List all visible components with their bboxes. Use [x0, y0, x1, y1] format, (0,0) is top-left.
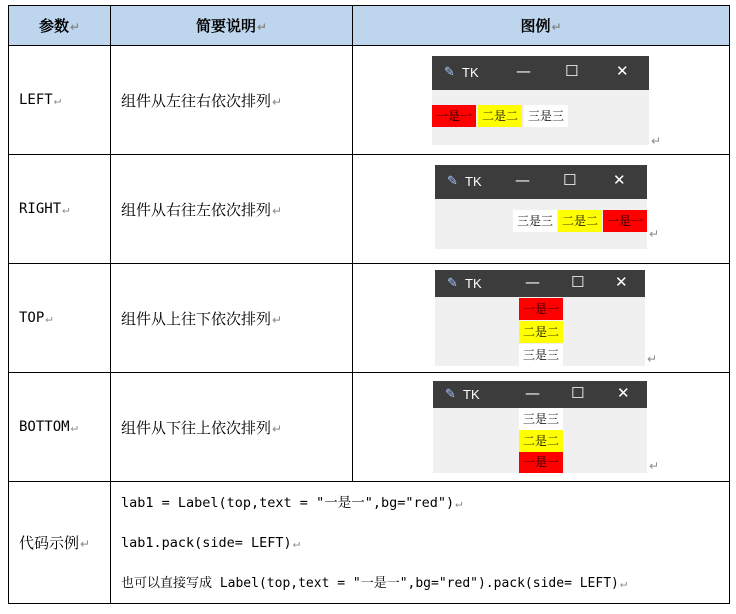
tk-titlebar: [433, 381, 647, 408]
code-label-cell: 代码示例↵: [9, 482, 111, 604]
tk-window: [435, 165, 647, 249]
table-row: [9, 264, 730, 373]
maximize-icon[interactable]: ☐: [571, 273, 585, 291]
para-mark-icon: ↵: [272, 203, 283, 218]
table-row: [9, 46, 730, 155]
desc-cell: 组件从左往右依次排列↵: [111, 46, 353, 155]
code-line: 也可以直接写成 Label(top,text = "一是一",bg="red").pack(side= LEFT)↵: [121, 575, 628, 591]
code-row: [9, 482, 730, 604]
feather-icon: ✎: [445, 387, 456, 402]
maximize-icon[interactable]: ☐: [571, 384, 585, 402]
close-icon[interactable]: ✕: [615, 273, 628, 291]
desc-cell: 组件从上往下依次排列↵: [111, 264, 353, 373]
example-cell: [353, 264, 730, 373]
label-yellow: 二是二: [558, 210, 602, 232]
label-red: 一是一: [519, 452, 563, 473]
code-cell: [111, 482, 730, 604]
desc-cell: 组件从右往左依次排列↵: [111, 155, 353, 264]
header-desc: 简要说明↵: [111, 6, 353, 46]
code-line: lab1 = Label(top,text = "一是一",bg="red")↵: [121, 494, 463, 511]
header-example: 图例↵: [353, 6, 730, 46]
close-icon[interactable]: ✕: [616, 62, 629, 80]
para-mark-icon: ↵: [272, 94, 283, 109]
tk-window: [433, 381, 647, 473]
para-mark-icon: ↵: [45, 311, 53, 325]
para-mark-icon: ↵: [649, 227, 660, 241]
param-cell: LEFT↵: [9, 46, 111, 155]
param-cell: BOTTOM↵: [9, 373, 111, 482]
label-yellow: 二是二: [478, 105, 522, 127]
close-icon[interactable]: ✕: [617, 384, 630, 402]
minimize-icon[interactable]: —: [515, 171, 530, 189]
para-mark-icon: ↵: [551, 20, 562, 34]
example-cell: [353, 46, 730, 155]
param-cell: TOP↵: [9, 264, 111, 373]
param-cell: RIGHT↵: [9, 155, 111, 264]
tk-window: [432, 56, 649, 145]
feather-icon: ✎: [444, 65, 455, 80]
para-mark-icon: ↵: [619, 575, 628, 590]
feather-icon: ✎: [447, 174, 458, 189]
para-mark-icon: ↵: [455, 495, 463, 510]
close-icon[interactable]: ✕: [613, 171, 626, 189]
para-mark-icon: ↵: [647, 352, 658, 366]
example-cell: [353, 373, 730, 482]
para-mark-icon: ↵: [69, 20, 81, 34]
minimize-icon[interactable]: —: [525, 273, 540, 291]
pack-side-table: [8, 5, 730, 604]
para-mark-icon: ↵: [256, 20, 268, 34]
tk-titlebar: [435, 270, 645, 297]
para-mark-icon: ↵: [651, 134, 662, 148]
label-white: 三是三: [519, 344, 563, 366]
window-title: TK: [462, 65, 479, 80]
example-cell: [353, 155, 730, 264]
maximize-icon[interactable]: ☐: [565, 62, 579, 80]
maximize-icon[interactable]: ☐: [563, 171, 577, 189]
tk-titlebar: [432, 56, 649, 90]
para-mark-icon: ↵: [292, 535, 300, 550]
tk-window: [435, 270, 645, 366]
tk-titlebar: [435, 165, 647, 199]
para-mark-icon: ↵: [272, 312, 283, 327]
desc-cell: 组件从下往上依次排列↵: [111, 373, 353, 482]
label-white: 三是三: [513, 210, 557, 232]
header-row: [9, 6, 730, 46]
window-title: TK: [463, 387, 480, 402]
window-title: TK: [465, 174, 482, 189]
label-white: 三是三: [524, 105, 568, 127]
label-white: 三是三: [519, 408, 563, 430]
para-mark-icon: ↵: [70, 420, 78, 434]
feather-icon: ✎: [447, 276, 458, 291]
para-mark-icon: ↵: [62, 202, 70, 216]
label-red: 一是一: [519, 298, 563, 320]
para-mark-icon: ↵: [80, 537, 91, 551]
para-mark-icon: ↵: [272, 421, 283, 436]
minimize-icon[interactable]: —: [516, 62, 531, 80]
para-mark-icon: ↵: [649, 459, 660, 473]
minimize-icon[interactable]: —: [525, 384, 540, 402]
label-red: 一是一: [432, 105, 476, 127]
window-title: TK: [465, 276, 482, 291]
header-param: 参数↵: [9, 6, 111, 46]
para-mark-icon: ↵: [53, 93, 61, 107]
label-red: 一是一: [603, 210, 647, 232]
code-line: lab1.pack(side= LEFT)↵: [121, 534, 300, 551]
table-row: [9, 373, 730, 482]
label-yellow: 二是二: [519, 430, 563, 452]
label-yellow: 二是二: [519, 321, 563, 343]
table-row: [9, 155, 730, 264]
